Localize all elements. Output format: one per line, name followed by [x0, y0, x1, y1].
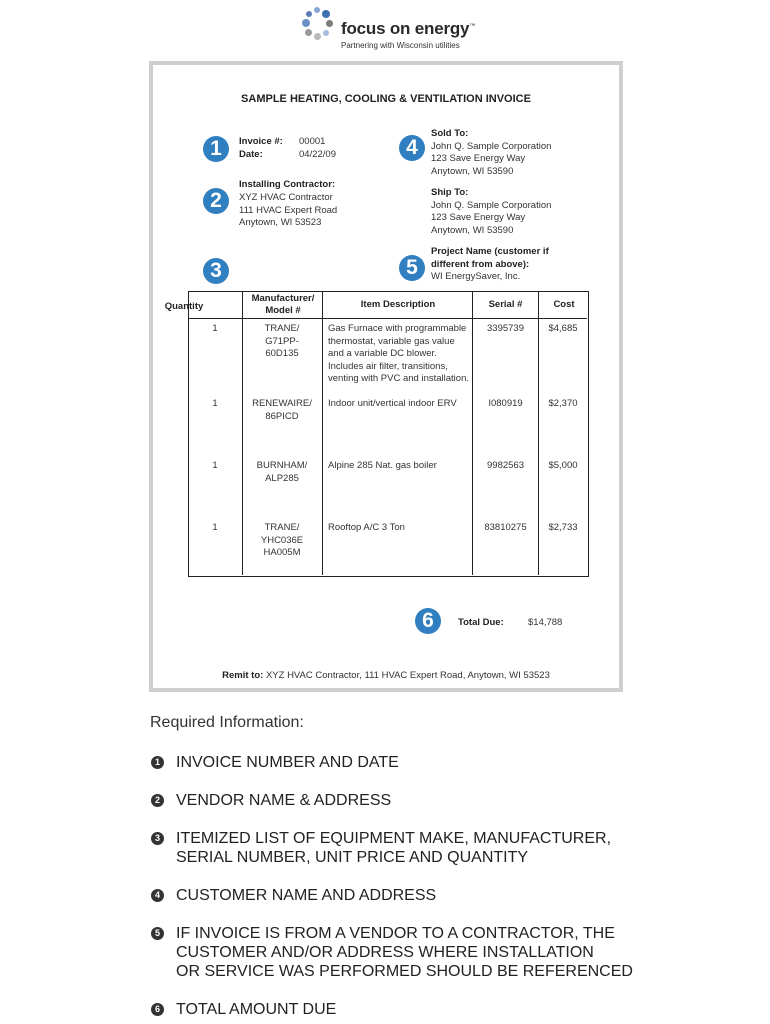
numbered-bullet-icon: 1: [151, 756, 164, 769]
invoice-date: 04/22/09: [299, 149, 336, 160]
ship-to-city: Anytown, WI 53590: [431, 225, 514, 236]
marker-3: 3: [203, 258, 229, 284]
marker-2: 2: [203, 188, 229, 214]
table-cell-description: Gas Furnace with programmable thermostat, variable gas value and a variable DC blower. Includes air filter, transitions, venting with PVC and installation.: [328, 323, 469, 384]
ship-to-label: Ship To:: [431, 187, 469, 198]
contractor-name: XYZ HVAC Contractor: [239, 192, 333, 203]
column-header-quantity: Quantity: [164, 301, 204, 312]
required-item-text: CUSTOMER NAME AND ADDRESS: [176, 887, 437, 904]
required-item-text: INVOICE NUMBER AND DATE: [176, 754, 399, 771]
table-cell-quantity: 1: [212, 323, 218, 334]
table-cell-quantity: 1: [212, 398, 218, 409]
focus-on-energy-logo: [300, 6, 490, 54]
table-cell-serial: 3395739: [487, 323, 524, 334]
date-label: Date:: [239, 149, 263, 160]
numbered-bullet-icon: 6: [151, 1003, 164, 1016]
sample-invoice: [149, 61, 623, 692]
ship-to-street: 123 Save Energy Way: [431, 212, 526, 223]
table-cell-quantity: 1: [212, 522, 218, 533]
table-cell-model: RENEWAIRE/ 86PICD: [252, 398, 312, 422]
required-item-text: ITEMIZED LIST OF EQUIPMENT MAKE, MANUFACTURER, SERIAL NUMBER, UNIT PRICE AND QUANTITY: [176, 830, 612, 866]
brand-tagline: Partnering with Wisconsin utilities: [341, 41, 460, 50]
table-cell-cost: $5,000: [548, 460, 578, 471]
column-header-serial: Serial #: [488, 299, 523, 310]
table-cell-model: TRANE/ G71PP- 60D135: [264, 323, 300, 359]
column-header-cost: Cost: [553, 299, 575, 310]
total-due-value: $14,788: [528, 617, 563, 628]
table-cell-description: Alpine 285 Nat. gas boiler: [328, 460, 437, 471]
logo-dots-icon: [300, 6, 336, 42]
invoice-number-label: Invoice #:: [239, 136, 283, 147]
numbered-bullet-icon: 3: [151, 832, 164, 845]
required-information-title: Required Information:: [150, 714, 304, 731]
sold-to-city: Anytown, WI 53590: [431, 166, 514, 177]
sold-to-label: Sold To:: [431, 128, 469, 139]
table-cell-serial: 9982563: [487, 460, 524, 471]
table-cell-cost: $2,733: [548, 522, 578, 533]
table-cell-model: TRANE/ YHC036E HA005M: [260, 522, 304, 558]
remit-to: Remit to: XYZ HVAC Contractor, 111 HVAC Expert Road, Anytown, WI 53523: [222, 670, 550, 681]
contractor-street: 111 HVAC Expert Road: [239, 205, 338, 216]
project-name-label-line-1: Project Name (customer if: [431, 246, 549, 257]
column-header-description: Item Description: [360, 299, 436, 310]
numbered-bullet-icon: 5: [151, 927, 164, 940]
marker-4: 4: [399, 135, 425, 161]
marker-1: 1: [203, 136, 229, 162]
table-cell-quantity: 1: [212, 460, 218, 471]
marker-6: 6: [415, 608, 441, 634]
table-cell-cost: $4,685: [548, 323, 578, 334]
line-items-table: [164, 291, 589, 577]
required-item-text: TOTAL AMOUNT DUE: [176, 1001, 337, 1018]
table-cell-serial: I080919: [488, 398, 523, 409]
contractor-city: Anytown, WI 53523: [239, 217, 322, 228]
invoice-title: SAMPLE HEATING, COOLING & VENTILATION INVOICE: [241, 93, 531, 105]
installing-contractor-label: Installing Contractor:: [239, 179, 336, 190]
numbered-bullet-icon: 2: [151, 794, 164, 807]
project-name: WI EnergySaver, Inc.: [431, 271, 521, 282]
required-item-text: IF INVOICE IS FROM A VENDOR TO A CONTRACTOR, THE CUSTOMER AND/OR ADDRESS WHERE INSTALLATION OR SERVICE WAS PERFORMED SHOULD BE REFERENCED: [176, 925, 633, 980]
brand-name: focus on energy™: [341, 19, 476, 38]
column-header-manufacturer: Manufacturer/ Model #: [251, 293, 315, 316]
table-cell-serial: 83810275: [484, 522, 527, 533]
total-due-label: Total Due:: [458, 617, 504, 628]
ship-to-name: John Q. Sample Corporation: [431, 200, 552, 211]
numbered-bullet-icon: 4: [151, 889, 164, 902]
sold-to-name: John Q. Sample Corporation: [431, 141, 552, 152]
table-cell-description: Indoor unit/vertical indoor ERV: [328, 398, 457, 409]
marker-5: 5: [399, 255, 425, 281]
sold-to-street: 123 Save Energy Way: [431, 153, 526, 164]
project-name-label-line-2: different from above):: [431, 259, 530, 270]
table-header-divider: [188, 318, 587, 319]
table-cell-cost: $2,370: [548, 398, 578, 409]
table-cell-model: BURNHAM/ ALP285: [256, 460, 308, 484]
table-cell-description: Rooftop A/C 3 Ton: [328, 522, 405, 533]
invoice-number: 00001: [299, 136, 326, 147]
table-divider: [322, 291, 323, 575]
required-item-text: VENDOR NAME & ADDRESS: [176, 792, 392, 809]
